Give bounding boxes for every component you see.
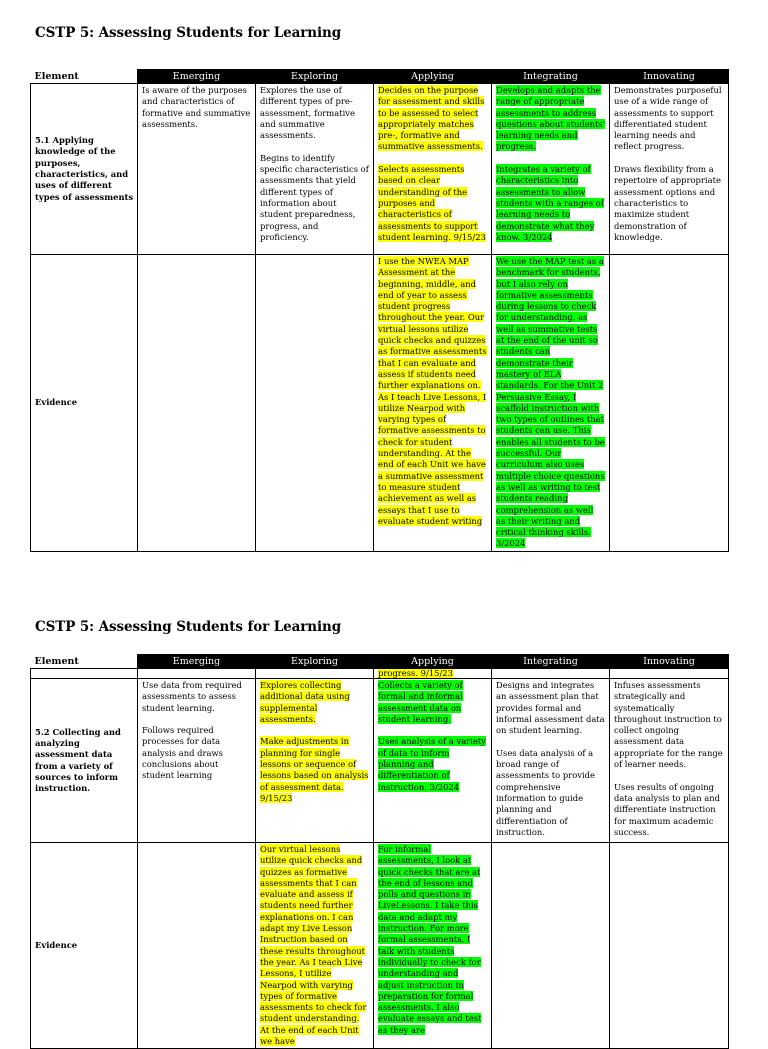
evidence-label: Evidence (31, 255, 138, 552)
carryover-innovating (610, 669, 729, 679)
evidence-integrating (492, 843, 610, 1049)
header-emerging: Emerging (138, 655, 256, 669)
highlighted-text: Integrates a variety of characteristics into assessments to allow students with a ranges of learning needs to demonstrate what they know. 3/2024 (496, 164, 604, 242)
rubric-table-5-2 (30, 654, 729, 1049)
cell-applying (374, 84, 492, 255)
carryover-applying (374, 669, 492, 679)
cell-integrating (492, 84, 610, 255)
highlighted-text: Uses analysis of a variety of data to inform planning and differentiation of instruction. 3/2024 (378, 736, 486, 792)
cell-text: Explores the use of different types of pre-assessment, formative and summative assessments. (260, 85, 355, 141)
evidence-innovating (610, 843, 729, 1049)
header-emerging: Emerging (138, 70, 256, 84)
carryover-integrating (492, 669, 610, 679)
highlighted-text: Collects a variety of formal and informal assessment data on student learning. (378, 680, 463, 724)
rubric-table-5-1 (30, 69, 729, 552)
evidence-applying (374, 255, 492, 552)
cell-exploring (256, 679, 374, 843)
carryover-emerging (138, 669, 256, 679)
highlighted-text: Develops and adapts the range of appropriate assessments to address questions about students' learning needs and progress. (496, 85, 606, 152)
evidence-label: Evidence (31, 843, 138, 1049)
evidence-innovating (610, 255, 729, 552)
cell-innovating (610, 84, 729, 255)
cell-text: Infuses assessments strategically and systematically throughout instruction to collect ongoing assessment data appropriate for the range of learner needs. (614, 680, 723, 770)
highlighted-text: I use the NWEA MAP Assessment at the beginning, middle, and end of year to assess student progress throughout the year. Our virtual lessons utilize quick checks and quizzes as formative assessments that I can evaluate and assess if students need further explanations on. As I teach Live Lessons, I utilize Nearpod with varying types of formative assessments to check for student understanding. At the end of each Unit we have a summative assessment to measure student achievement as well as essays that I use to evaluate student writing (378, 256, 487, 526)
cell-text: Follows required processes for data analysis and draws conclusions about student learning (142, 725, 223, 781)
header-integrating: Integrating (492, 655, 610, 669)
highlighted-text: Our virtual lessons utilize quick checks and quizzes as formative assessments that I can evaluate and assess if students need further explanations on. I can adapt my Live Lesson Instruction based on these results throughout the year. As I teach Live Lessons, I utilize Nearpod with varying types of formative assessments to check for student understanding. At the end of each Unit we have (260, 844, 367, 1047)
header-integrating: Integrating (492, 70, 610, 84)
element-header: Element (31, 70, 138, 84)
cell-integrating (492, 679, 610, 843)
cell-text: Use data from required assessments to assess student learning. (142, 680, 242, 713)
evidence-exploring (256, 255, 374, 552)
page-title: CSTP 5: Assessing Students for Learning (35, 25, 342, 41)
carryover-exploring (256, 669, 374, 679)
header-applying: Applying (374, 655, 492, 669)
element-label: 5.2 Collecting and analyzing assessment data from a variety of sources to inform instruction. (31, 679, 138, 843)
cell-text: Begins to identify specific characteristics of assessments that yield different types of information about student preparedness, progress, and proficiency. (260, 152, 369, 242)
highlighted-text: We use the MAP test as a benchmark for students, but I also rely on formative assessments during lessons to check for understanding, as well as summative tests at the end of the unit so students can demonstrate their mastery of ELA standards. For the Unit 2 Persuasive Essay, I scaffold instruction with two types of outlines that students can use. This enables all students to be successful. Our curriculum also uses multiple choice questions as well as writing to test students reading comprehension as well as their writing and critical thinking skills. 3/2024 (496, 256, 605, 549)
cell-text: Uses results of ongoing data analysis to plan and differentiate instruction for maximum academic success. (614, 781, 721, 837)
highlighted-text: Make adjustments in planning for single lessons or sequence of lessons based on analysis of assessment data. 9/15/23 (260, 736, 369, 803)
highlighted-text: Decides on the purpose for assessment and skills to be assessed to select appropriately matches pre-, formative and summative assessments. (378, 85, 485, 152)
header-exploring: Exploring (256, 655, 374, 669)
cell-applying (374, 679, 492, 843)
element-label: 5.1 Applying knowledge of the purposes, characteristics, and uses of different types of assessments (31, 84, 138, 255)
highlighted-text: For informal assessments, I look at quick checks that are at the end of lessons and polls and questions in LiveLessons. I take this data and adapt my instruction. For more formal assessments, I talk with students individually to check for understanding and adjust instruction in preparation for formal assessments. I also evaluate essays and test as they are (378, 844, 482, 1035)
page-title: CSTP 5: Assessing Students for Learning (35, 619, 342, 635)
cell-text: Uses data analysis of a broad range of assessments to provide comprehensive information to guide planning and differentiation of instruction. (496, 747, 595, 837)
element-header: Element (31, 655, 138, 669)
evidence-exploring (256, 843, 374, 1049)
cell-text: Draws flexibility from a repertoire of appropriate assessment options and characteristics to maximize student demonstration of knowledge. (614, 164, 721, 242)
cell-emerging (138, 84, 256, 255)
evidence-emerging (138, 255, 256, 552)
header-exploring: Exploring (256, 70, 374, 84)
evidence-emerging (138, 843, 256, 1049)
cell-text: Demonstrates purposeful use of a wide range of assessments to support differentiated student learning needs and reflect progress. (614, 85, 722, 152)
highlighted-text: progress. 9/15/23 (378, 668, 453, 678)
carryover-element (31, 669, 138, 679)
cell-text: Is aware of the purposes and characteristics of formative and summative assessments. (142, 85, 251, 129)
cell-innovating (610, 679, 729, 843)
cell-text: Designs and integrates an assessment plan that provides formal and informal assessment data on student learning. (496, 680, 605, 736)
header-innovating: Innovating (610, 70, 729, 84)
header-applying: Applying (374, 70, 492, 84)
cell-emerging (138, 679, 256, 843)
header-innovating: Innovating (610, 655, 729, 669)
highlighted-text: Selects assessments based on clear understanding of the purposes and characteristics of assessments to support student learning. 9/15/23 (378, 164, 486, 242)
highlighted-text: Explores collecting additional data using supplemental assessments. (260, 680, 350, 724)
evidence-integrating (492, 255, 610, 552)
cell-exploring (256, 84, 374, 255)
evidence-applying (374, 843, 492, 1049)
